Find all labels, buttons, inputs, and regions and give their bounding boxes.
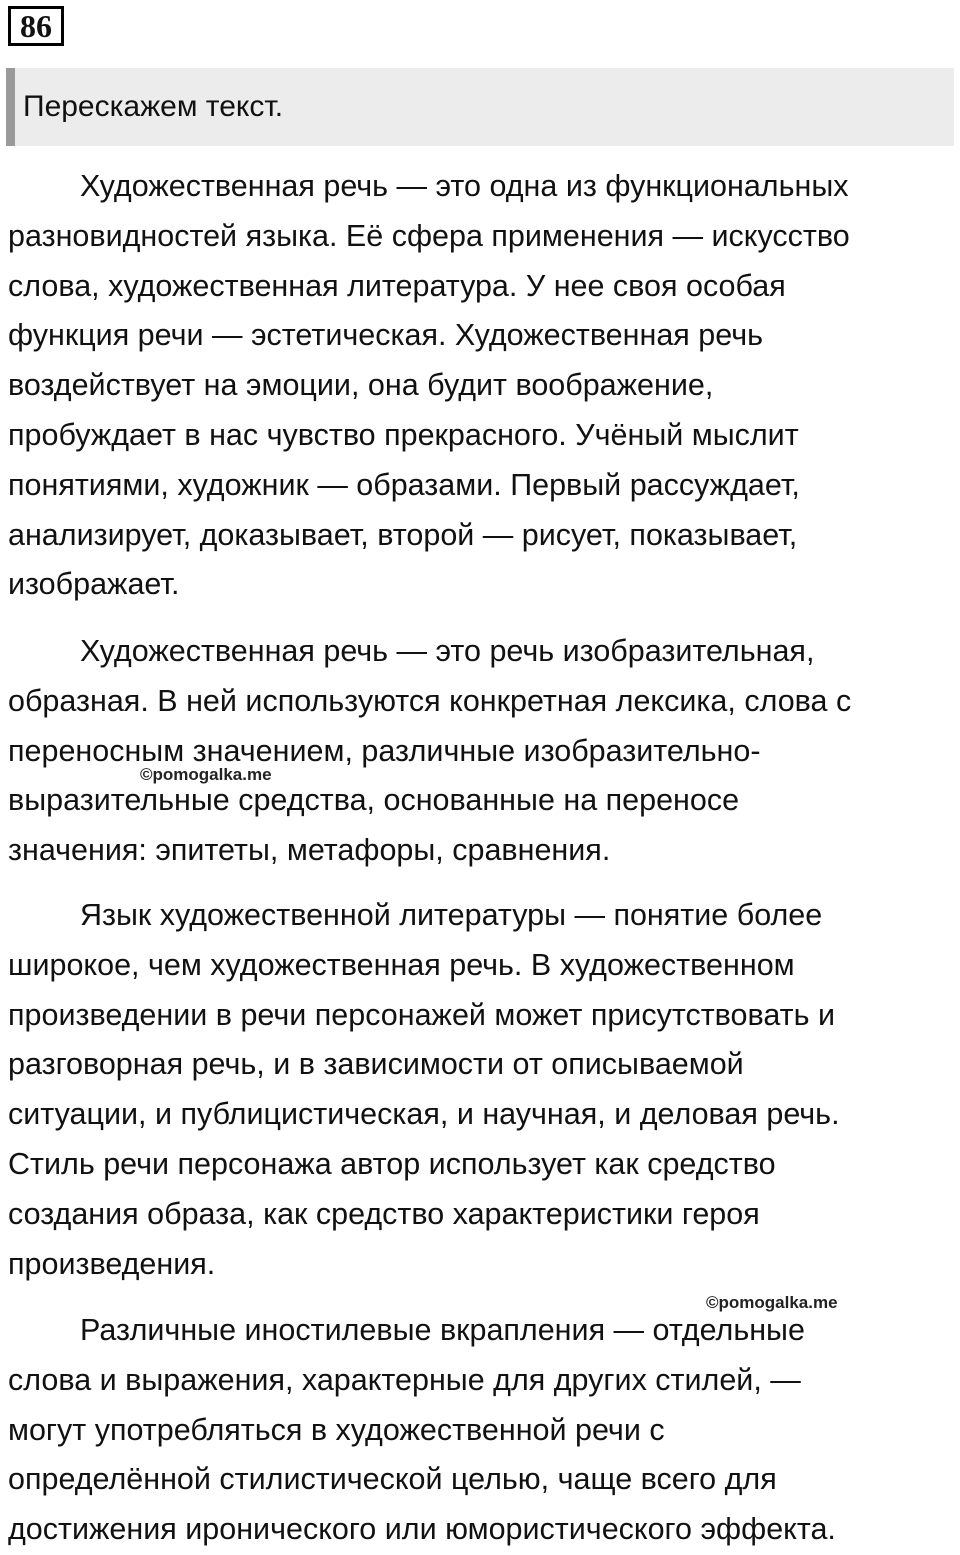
task-number-badge: 86 — [8, 6, 64, 46]
paragraph-1: Художественная речь — это одна из функциональных разновидностей языка. Её сфера применения — искусство слова, художественная литература. У нее своя особая функция речи — эстетическая. Художественная речь воздействует на эмоции, она будит воображение, пробуждает в нас чувство прекрасного. Учёный мыслит понятиями, художник — образами. Первый рассуждает, анализирует, доказывает, второй — рисует, показывает, изображает. — [8, 169, 850, 602]
section-heading-text: Перескажем текст. — [23, 90, 284, 123]
paragraph-2: Художественная речь — это речь изобразительная, образная. В ней используются конкретная лексика, слова с переносным значением, различные изобразительно- выразительные средства, основанные на переносе значения: эпитеты, метафоры, сравнения. — [8, 634, 852, 868]
paragraph-4: Различные иностилевые вкрапления — отдельные слова и выражения, характерные для других стилей, — могут употребляться в художественной речи с определённой стилистической целью, чаще всего для достижения иронического или юмористического эффекта. — [8, 1313, 836, 1547]
watermark-1: ©pomogalka.me — [140, 765, 272, 784]
paragraph-3: Язык художественной литературы — понятие более широкое, чем художественная речь. В художественном произведении в речи персонажей может присутствовать и разговорная речь, и в зависимости от описываемой ситуации, и публицистическая, и научная, и деловая речь. Стиль речи персонажа автор использует как средство создания образа, как средство характеристики героя произведения. — [8, 898, 840, 1281]
watermark-2: ©pomogalka.me — [706, 1293, 838, 1312]
section-heading — [6, 68, 954, 146]
